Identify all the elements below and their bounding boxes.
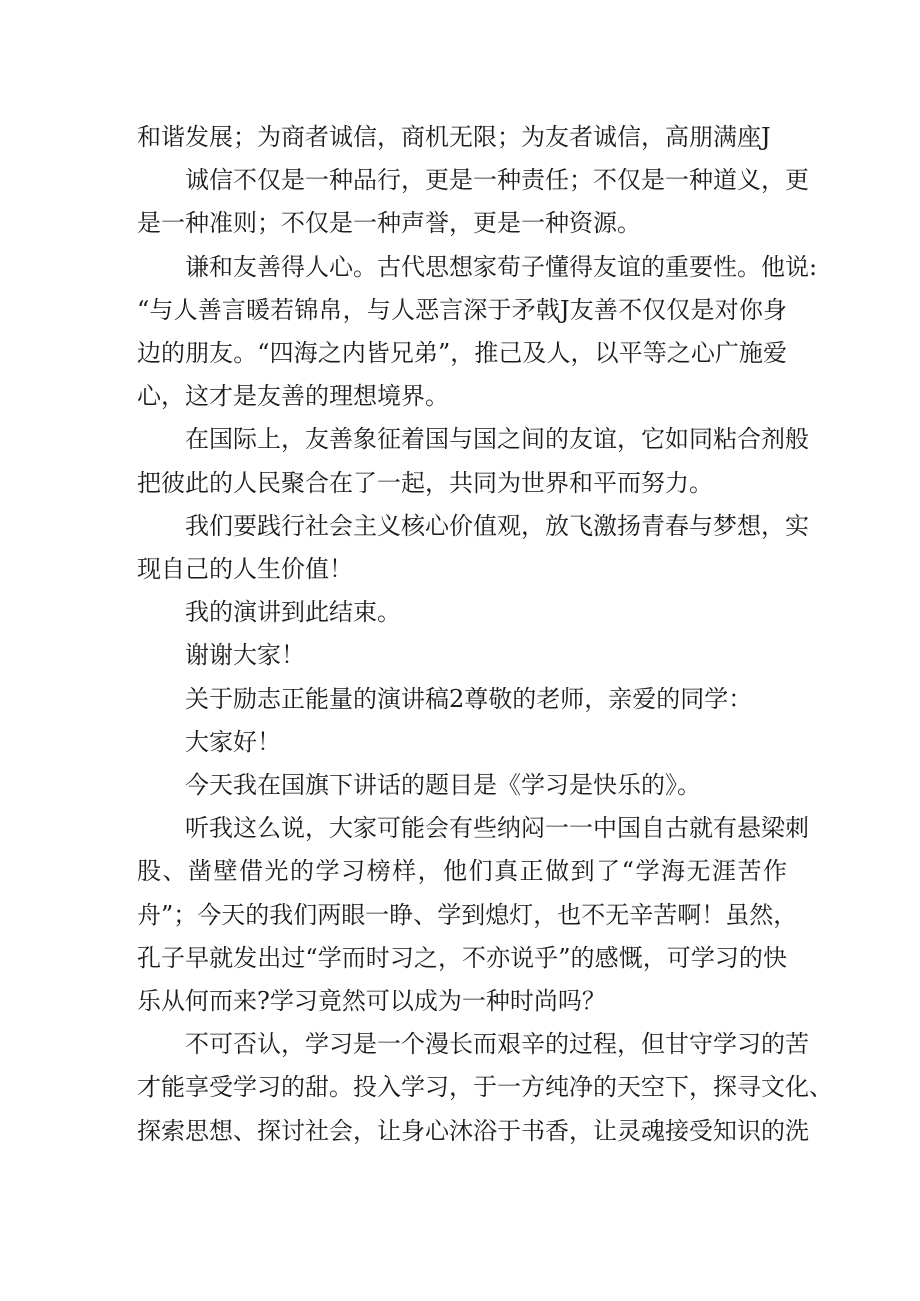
text-line: 和谐发展；为商者诚信，商机无限；为友者诚信，高朋满座J <box>137 123 771 151</box>
text-line: 大家好！ <box>185 727 281 756</box>
paragraph <box>137 246 818 419</box>
text-line: 谦和友善得人心。古代思想家荀子懂得友谊的重要性。他说: <box>185 252 818 281</box>
paragraph <box>137 591 787 634</box>
paragraph <box>137 505 809 591</box>
paragraph <box>137 418 809 504</box>
text-line: 关于励志正能量的演讲稿2尊敬的老师，亲爱的同学： <box>185 684 753 713</box>
text-line: 谢谢大家！ <box>185 641 305 670</box>
text-line: 我的演讲到此结束。 <box>185 598 401 627</box>
text-line: 不可否认，学习是一个漫长而艰辛的过程，但甘守学习的苦 <box>185 1030 809 1059</box>
paragraph <box>137 116 787 159</box>
paragraph <box>137 721 787 764</box>
text-line: 乐从何而来?学习竟然可以成为一种时尚吗？ <box>137 987 606 1016</box>
text-line: 边的朋友。“四海之内皆兄弟”，推己及人，以平等之心广施爱 <box>137 339 787 368</box>
text-line: “与人善言暖若锦帛，与人恶言深于矛戟J友善不仅仅是对你身 <box>137 295 787 324</box>
text-line: 孔子早就发出过“学而时习之，不亦说乎”的感慨，可学习的快 <box>137 943 787 972</box>
text-line: 我们要践行社会主义核心价值观，放飞激扬青春与梦想，实 <box>185 511 809 540</box>
text-line: 探索思想、探讨社会，让身心沐浴于书香，让灵魂接受知识的洗 <box>137 1116 809 1145</box>
text-line: 听我这么说，大家可能会有些纳闷一一中国自古就有悬梁刺 <box>185 814 809 843</box>
text-line: 股、凿壁借光的学习榜样，他们真正做到了“学海无涯苦作 <box>137 857 787 886</box>
text-line: 诚信不仅是一种品行，更是一种责任；不仅是一种道义，更 <box>185 166 809 195</box>
text-line: 是一种准则；不仅是一种声誉，更是一种资源。 <box>137 209 641 238</box>
paragraph <box>137 807 809 1023</box>
document-body <box>137 116 833 1153</box>
text-line: 现自己的人生价值！ <box>137 555 353 584</box>
paragraph <box>137 764 787 807</box>
text-line: 才能享受学习的甜。投入学习，于一方纯净的天空下，探寻文化、 <box>137 1073 833 1102</box>
paragraph <box>137 1023 833 1153</box>
paragraph <box>137 159 809 245</box>
text-line: 今天我在国旗下讲话的题目是《学习是快乐的》。 <box>185 771 701 800</box>
text-line: 在国际上，友善象征着国与国之间的友谊，它如同粘合剂般 <box>185 425 809 454</box>
text-line: 心，这才是友善的理想境界。 <box>137 382 449 411</box>
text-line: 舟”；今天的我们两眼一睁、学到熄灯，也不无辛苦啊！虽然， <box>137 900 798 929</box>
paragraph <box>137 634 787 677</box>
text-line: 把彼此的人民聚合在了一起，共同为世界和平而努力。 <box>137 468 713 497</box>
paragraph <box>137 678 787 721</box>
